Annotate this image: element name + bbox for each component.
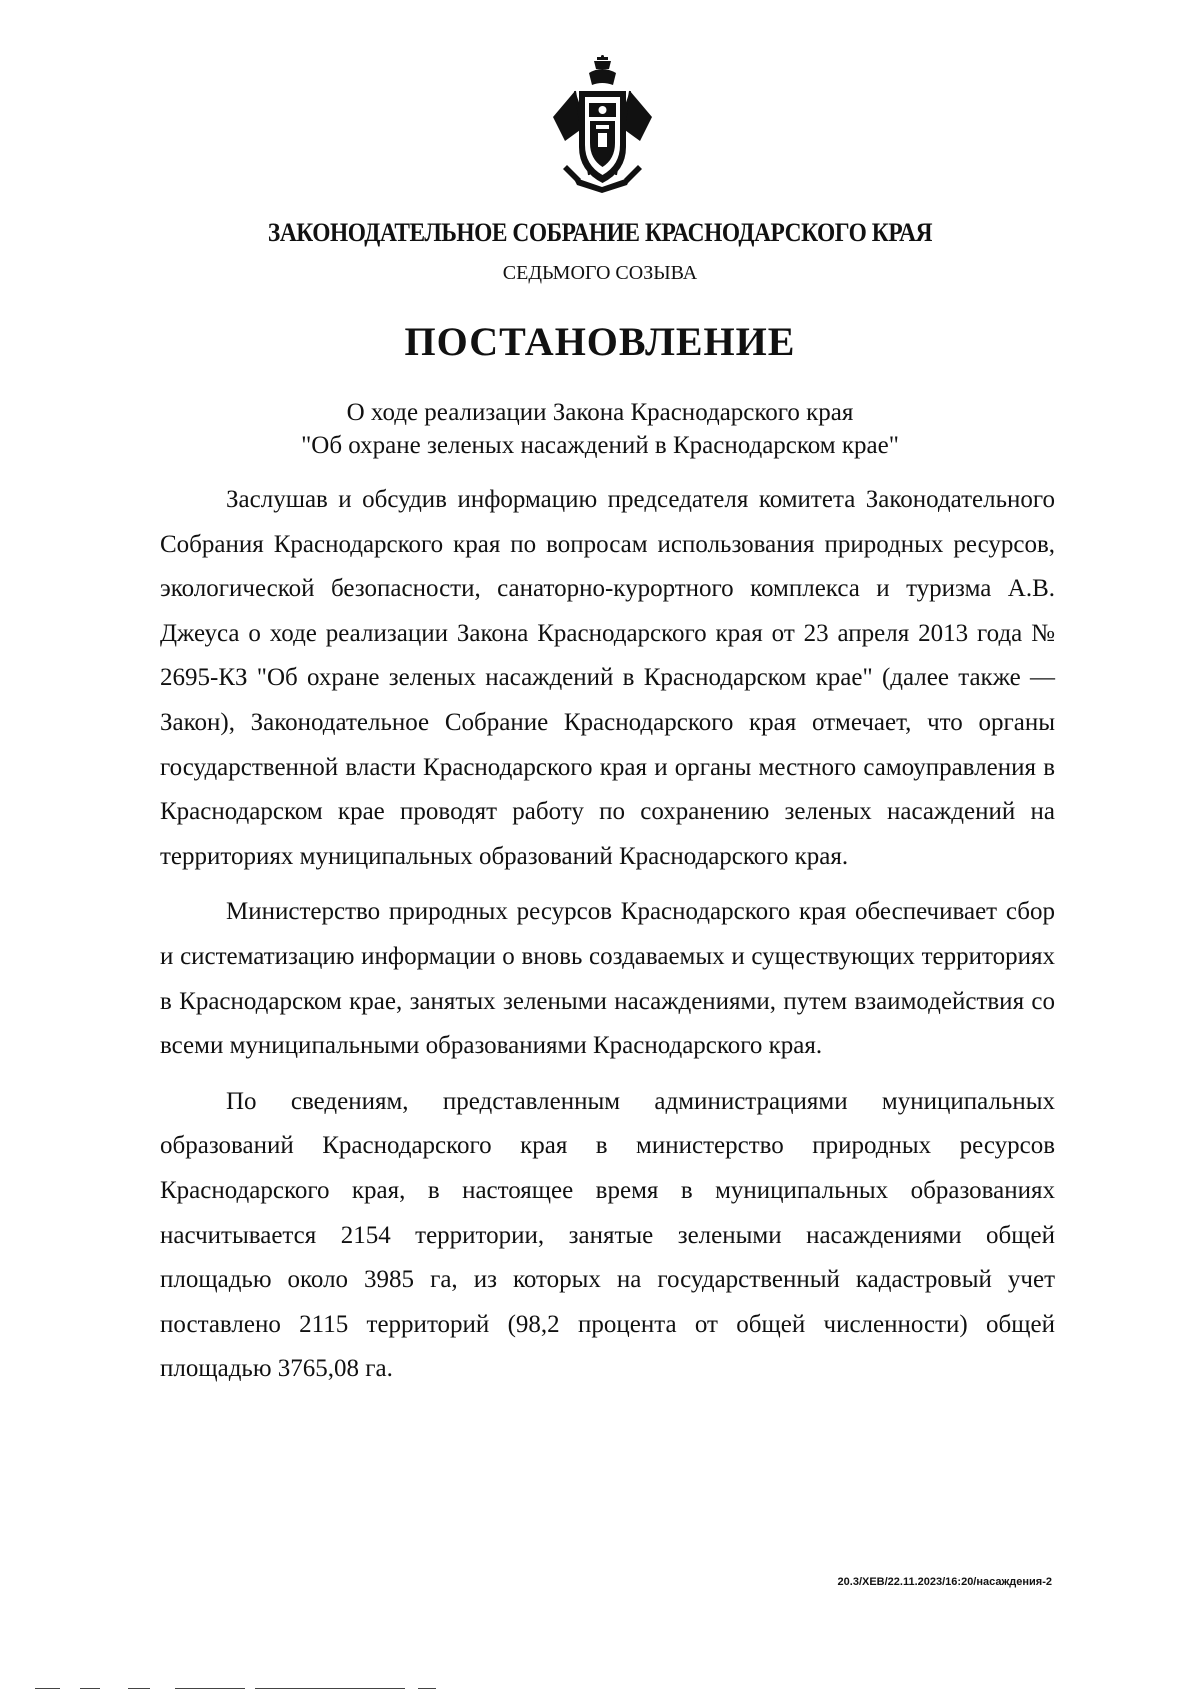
document-reference-code: 20.3/ХЕВ/22.11.2023/16:20/насаждения-2 — [837, 1576, 1052, 1588]
scan-artifact-line — [35, 1688, 60, 1689]
scan-artifact-line — [80, 1688, 100, 1689]
convocation-subtitle: СЕДЬМОГО СОЗЫВА — [502, 262, 698, 284]
organization-title: ЗАКОНОДАТЕЛЬНОЕ СОБРАНИЕ КРАСНОДАРСКОГО КРАЯ — [267, 218, 933, 247]
coat-of-arms-icon — [545, 55, 660, 195]
scan-artifact-line — [175, 1688, 245, 1689]
subject-line-1: О ходе реализации Закона Краснодарского края — [346, 399, 854, 426]
body-paragraph-3: По сведениям, представленным администрациями муниципальных образований Краснодарского края в министерство природных ресурсов Краснодарского края, в настоящее время в муниципальных образованиях насчитывается 2154 территории, занятые зелеными насаждениями общей площадью около 3985 га, из которых на государственный кадастровый учет поставлено 2115 территорий (98,2 процента от общей численности) общей площадью 3765,08 га. — [160, 1087, 1055, 1383]
scan-artifact-line — [128, 1688, 150, 1689]
resolution-subject — [0, 396, 1200, 462]
document-body — [160, 478, 1055, 1403]
body-paragraph-2: Министерство природных ресурсов Краснодарского края обеспечивает сбор и систематизацию информации о вновь создаваемых и существующих территориях в Краснодарском крае, занятых зелеными насаждениями, путем взаимодействия со всеми муниципальными образованиями Краснодарского края. — [160, 898, 1055, 1060]
scan-artifact-line — [255, 1688, 405, 1689]
document-type-heading: ПОСТАНОВЛЕНИЕ — [404, 319, 796, 364]
body-paragraph-1: Заслушав и обсудив информацию председателя комитета Законодательного Собрания Краснодарского края по вопросам использования природных ресурсов, экологической безопасности, санаторно-курортного комплекса и туризма А.В. Джеуса о ходе реализации Закона Краснодарского края от 23 апреля 2013 года № 2695-КЗ "Об охране зеленых насаждений в Краснодарском крае" (далее также — Закон), Законодательное Собрание Краснодарского края отмечает, что органы государственной власти Краснодарского края и органы местного самоуправления в Краснодарском крае проводят работу по сохранению зеленых насаждений на территориях муниципальных образований Краснодарского края. — [160, 486, 1055, 870]
subject-line-2: "Об охране зеленых насаждений в Краснодарском крае" — [301, 432, 899, 459]
scan-artifact-line — [418, 1688, 436, 1689]
